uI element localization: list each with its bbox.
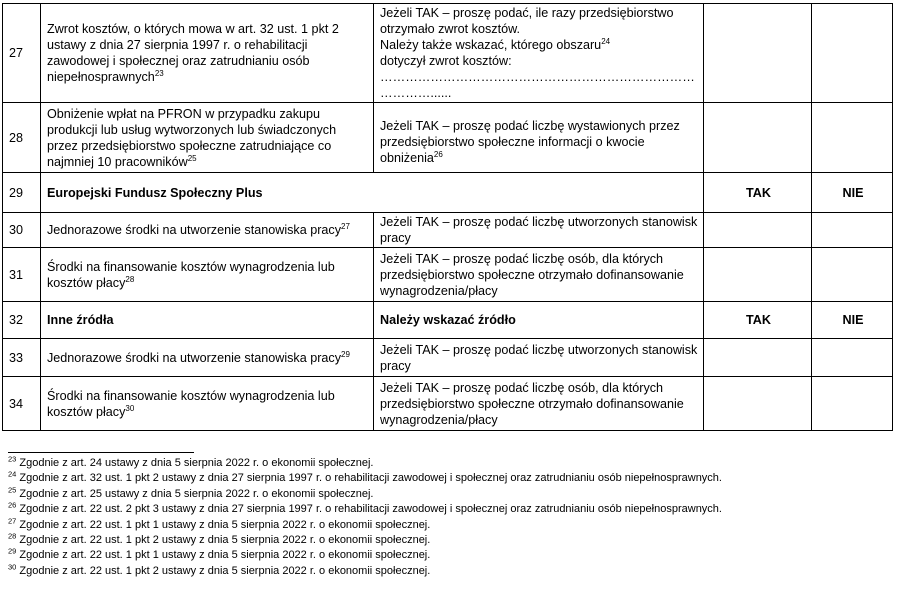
row-instruction: Jeżeli TAK – proszę podać, ile razy przedsiębiorstwo otrzymało zwrot kosztów. Należy także wskazać, którego obszaru$^{24}$ dotyczył zwrot kosztów: ……………………………………………………………………………...... — [374, 4, 704, 103]
footnote-number: 24 — [8, 469, 17, 479]
section-heading: Europejski Fundusz Społeczny Plus — [41, 173, 704, 213]
tak-answer-cell[interactable] — [704, 339, 812, 377]
footnote-text: Zgodnie z art. 22 ust. 2 pkt 3 ustawy z dnia 27 sierpnia 1997 r. o rehabilitacji zawodowej i społecznej oraz zatrudnianiu osób niepełnosprawnych. — [19, 503, 722, 516]
nie-answer-cell[interactable] — [812, 103, 893, 173]
footnote — [8, 471, 898, 486]
footnote — [8, 502, 898, 517]
footnote-number: 30 — [8, 562, 17, 572]
footnote-ref[interactable]: 23 — [154, 68, 164, 78]
nie-column-heading: NIE — [812, 173, 893, 213]
footnote-ref[interactable]: 30 — [125, 403, 135, 413]
row-instruction: Jeżeli TAK – proszę podać liczbę utworzonych stanowisk pracy — [374, 213, 704, 248]
nie-answer-cell[interactable] — [812, 377, 893, 431]
row-number: 31 — [3, 248, 41, 302]
footnote-text: Zgodnie z art. 22 ust. 1 pkt 1 ustawy z dnia 5 sierpnia 2022 r. o ekonomii społecznej. — [19, 549, 431, 562]
footnote-text: Zgodnie z art. 22 ust. 1 pkt 1 ustawy z dnia 5 sierpnia 2022 r. o ekonomii społecznej. — [19, 518, 431, 531]
footnote — [8, 533, 898, 548]
footnote-number: 25 — [8, 485, 17, 495]
row-number: 32 — [3, 302, 41, 339]
row-description: Obniżenie wpłat na PFRON w przypadku zakupu produkcji lub usług wytworzonych lub świadczonych przez przedsiębiorstwo społeczne zatrudniające co najmniej 10 pracowników$^{25}$ — [41, 103, 374, 173]
nie-answer-cell[interactable] — [812, 213, 893, 248]
footnote-ref[interactable]: 28 — [125, 274, 135, 284]
table-row-34 — [3, 377, 893, 431]
row-instruction: Jeżeli TAK – proszę podać liczbę osób, dla których przedsiębiorstwo społeczne otrzymało dofinansowanie wynagrodzenia/płacy — [374, 248, 704, 302]
footnote-separator — [8, 452, 194, 453]
tak-column-heading: TAK — [704, 173, 812, 213]
table-row-28 — [3, 103, 893, 173]
table-row-32 — [3, 302, 893, 339]
section-heading: Inne źródła — [41, 302, 374, 339]
row-instruction: Jeżeli TAK – proszę podać liczbę wystawionych przez przedsiębiorstwo społeczne informacji o kwocie obniżenia$^{26}$ — [374, 103, 704, 173]
footnote-text: Zgodnie z art. 32 ust. 1 pkt 2 ustawy z dnia 27 sierpnia 1997 r. o rehabilitacji zawodowej i społecznej oraz zatrudnianiu osób niepełnosprawnych. — [19, 472, 722, 485]
footnote-ref[interactable]: 24 — [601, 36, 611, 46]
tak-answer-cell[interactable] — [704, 213, 812, 248]
footnote — [8, 548, 898, 563]
footnote-text: Zgodnie z art. 22 ust. 1 pkt 2 ustawy z dnia 5 sierpnia 2022 r. o ekonomii społecznej. — [19, 534, 431, 547]
footnote-ref[interactable]: 27 — [341, 221, 350, 231]
tak-answer-cell[interactable] — [704, 103, 812, 173]
footnote-ref[interactable]: 29 — [341, 349, 350, 359]
tak-column-heading: TAK — [704, 302, 812, 339]
table-row-33 — [3, 339, 893, 377]
footnote-number: 29 — [8, 546, 17, 556]
row-number: 27 — [3, 4, 41, 103]
support-sources-table — [2, 3, 893, 431]
footnote-ref[interactable]: 26 — [433, 149, 443, 159]
row-number: 30 — [3, 213, 41, 248]
row-description: Środki na finansowanie kosztów wynagrodzenia lub kosztów płacy$^{28}$ — [41, 248, 374, 302]
nie-answer-cell[interactable] — [812, 4, 893, 103]
row-number: 28 — [3, 103, 41, 173]
nie-answer-cell[interactable] — [812, 248, 893, 302]
table-row-30 — [3, 213, 893, 248]
footnote-ref[interactable]: 25 — [187, 153, 197, 163]
table-row-27 — [3, 4, 893, 103]
footnote — [8, 564, 898, 579]
footnotes — [8, 456, 898, 579]
footnote — [8, 456, 898, 471]
nie-column-heading: NIE — [812, 302, 893, 339]
footnote-number: 27 — [8, 515, 17, 525]
footnote-text: Zgodnie z art. 24 ustawy z dnia 5 sierpnia 2022 r. o ekonomii społecznej. — [19, 457, 374, 469]
row-description: Jednorazowe środki na utworzenie stanowiska pracy$^{27}$ — [41, 213, 374, 248]
table-row-29 — [3, 173, 893, 213]
footnote — [8, 487, 898, 502]
row-description: Jednorazowe środki na utworzenie stanowiska pracy$^{29}$ — [41, 339, 374, 377]
footnote-number: 28 — [8, 531, 17, 541]
footnote-number: 23 — [8, 454, 17, 464]
tak-answer-cell[interactable] — [704, 4, 812, 103]
row-description: Zwrot kosztów, o których mowa w art. 32 ust. 1 pkt 2 ustawy z dnia 27 sierpnia 1997 r. o rehabilitacji zawodowej i społecznej oraz zatrudnianiu osób niepełnosprawnych$^{23}$ — [41, 4, 374, 103]
row-number: 33 — [3, 339, 41, 377]
tak-answer-cell[interactable] — [704, 248, 812, 302]
row-instruction: Jeżeli TAK – proszę podać liczbę osób, dla których przedsiębiorstwo społeczne otrzymało dofinansowanie wynagrodzenia/płacy — [374, 377, 704, 431]
row-description: Środki na finansowanie kosztów wynagrodzenia lub kosztów płacy$^{30}$ — [41, 377, 374, 431]
nie-answer-cell[interactable] — [812, 339, 893, 377]
footnote-number: 26 — [8, 500, 17, 510]
footnote-text: Zgodnie z art. 22 ust. 1 pkt 2 ustawy z dnia 5 sierpnia 2022 r. o ekonomii społecznej. — [19, 564, 431, 577]
row-instruction: Jeżeli TAK – proszę podać liczbę utworzonych stanowisk pracy — [374, 339, 704, 377]
row-number: 34 — [3, 377, 41, 431]
section-source-prompt: Należy wskazać źródło — [374, 302, 704, 339]
table-row-31 — [3, 248, 893, 302]
tak-answer-cell[interactable] — [704, 377, 812, 431]
footnote-text: Zgodnie z art. 25 ustawy z dnia 5 sierpnia 2022 r. o ekonomii społecznej. — [19, 487, 374, 500]
fill-in-line[interactable]: ……………………………………………………………………………...... — [380, 70, 695, 100]
row-number: 29 — [3, 173, 41, 213]
footnote — [8, 515, 898, 533]
